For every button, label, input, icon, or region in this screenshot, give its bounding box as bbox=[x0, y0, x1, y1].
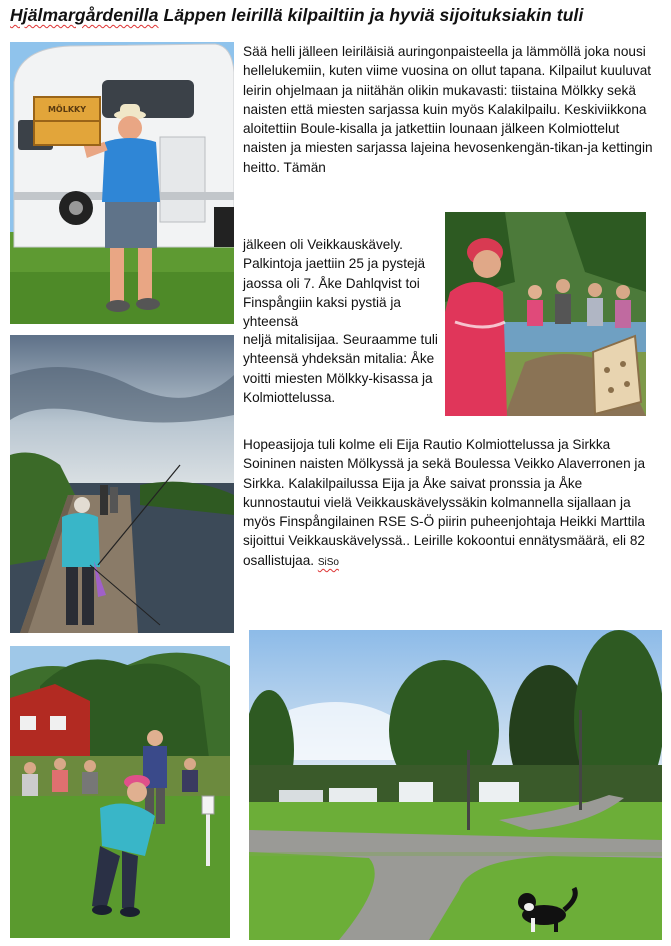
photo-fishing-pier bbox=[10, 335, 234, 633]
article-paragraph-2 bbox=[243, 235, 439, 331]
paragraph-2-text: jälkeen oli Veikkauskävely. Palkintoja jaettiin 25 ja pystejä jaossa oli 7. Åke Dahlqvist toi Finspångiin kaksi pystiä ja yhteensä bbox=[243, 237, 426, 330]
photo-boule-players bbox=[10, 646, 230, 938]
article-paragraph-4 bbox=[243, 435, 663, 572]
paragraph-4-text: Hopeasijoja tuli kolme eli Eija Rautio Kolmiottelussa ja Sirkka Soininen naisten Mölkyssä ja sekä Boulessa Veikko Alaverronen ja Sirkka. Kalakilpailussa Eija ja Åke saivat pronssia ja Åke kunnostautui vielä Veikkauskävelyssäkin kolmannella sijallaan ja myös Finspångilainen RSE S-Ö piirin puheenjohtaja Heikki Marttila sijoittui Veikkauskävelyssä.. Leirille kokoontui ennätysmäärä, eli 82 osallistujaa. bbox=[243, 437, 646, 568]
crate-label: MÖLKKY bbox=[47, 105, 87, 114]
photo-molkky-man bbox=[10, 42, 234, 324]
photo-campsite-dog bbox=[249, 630, 662, 940]
paragraph-3-text: neljä mitalisijaa. Seuraamme tuli yhteensä yhdeksän mitalia: Åke voitti miesten Mölkky-kisassa ja Kolmiottelussa. bbox=[243, 332, 438, 405]
article-paragraph-1 bbox=[243, 42, 663, 177]
paragraph-1-text: Sää helli jälleen leiriläisiä auringonpaisteella ja lämmöllä joka nousi hellelukemiin, kuten viime vuosina on ollut tapana. Kilpailut kuuluvat leirin ohjelmaan ja niitähän olikin mukavasti: tiistaina Mölkky sekä naisten että miesten sarjassa kuin myös Kalakilpailu. Keskiviikkona aloitettiin Boule-kisalla ja jatkettiin lounaan jälkeen Kolmiottelut naisten ja miesten sarjassa lajeina hevosenkengän-tikan-ja kettingin heitto. Tämän bbox=[243, 44, 653, 175]
article-paragraph-3 bbox=[243, 330, 439, 407]
author-signature: SiSo bbox=[317, 556, 339, 568]
photo-horseshoe-throw bbox=[445, 212, 646, 416]
title-rest: Läppen leirillä kilpailtiin ja hyviä sijoituksiakin tuli bbox=[158, 5, 584, 25]
article-title bbox=[10, 5, 665, 26]
title-place-name: Hjälmargårdenilla bbox=[10, 5, 159, 25]
